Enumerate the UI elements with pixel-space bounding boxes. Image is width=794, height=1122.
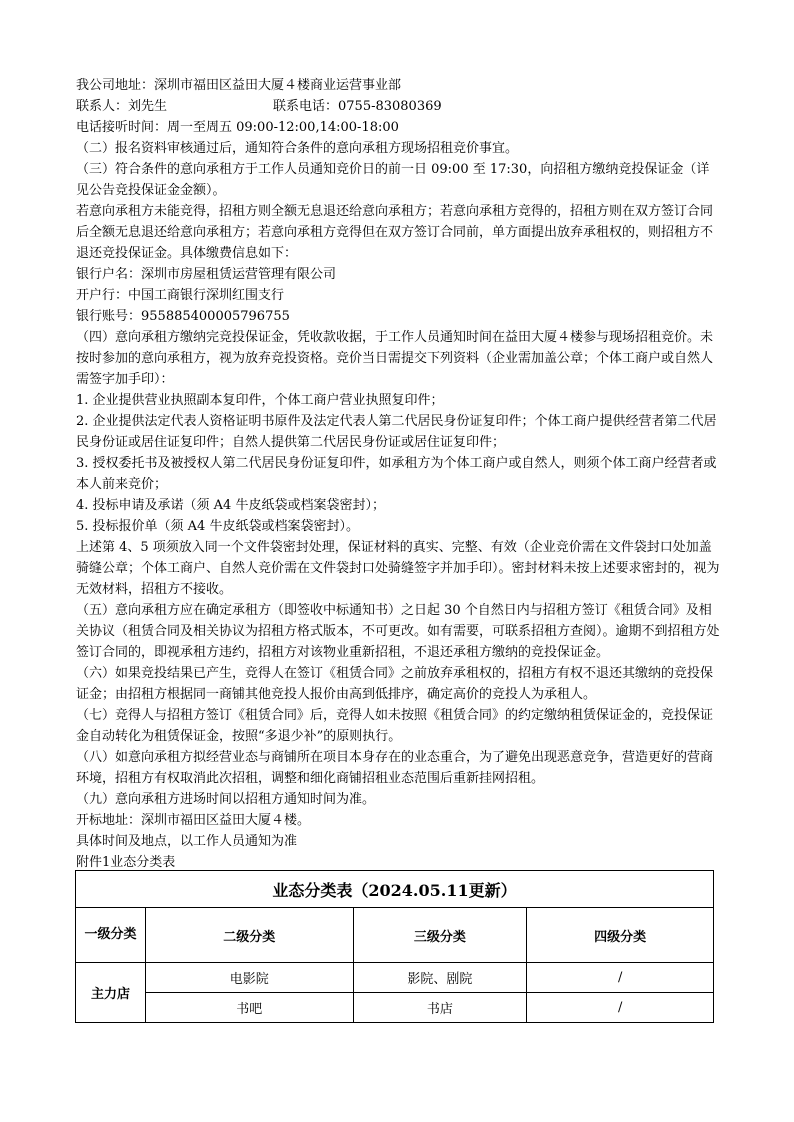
category-anchor-store: 主力店 bbox=[76, 963, 146, 1023]
time-place-note: 具体时间及地点，以工作人员通知为准 bbox=[76, 834, 298, 849]
clause-8: （八）如意向承租方拟经营业态与商铺所在项目本身存在的业态重合，为了避免出现恶意竞争，营造更好的营商环境，招租方有权取消此次招租，调整和细化商铺招租业态范围后重新挂网招租。 bbox=[76, 750, 714, 786]
doc-item-1: 1. 企业提供营业执照副本复印件，个体工商户营业执照复印件； bbox=[76, 393, 444, 408]
clause-4-seal: 上述第 4、5 项须放入同一个文件袋密封处理，保证材料的真实、完整、有效（企业竞价需在文件袋封口处加盖骑缝公章；个体工商户、自然人竞价需在文件袋封口处骑缝签字并加手印）。密封材料未按上述要求密封的，视为无效材料，招租方不接收。 bbox=[76, 540, 720, 597]
attachment-label: 附件1业态分类表 bbox=[76, 855, 176, 870]
cell-level-3: 影院、剧院 bbox=[353, 963, 527, 993]
clause-6: （六）如果竞投结果已产生，竞得人在签订《租赁合同》之前放弃承租权的，招租方有权不退还其缴纳的竞投保证金；由招租方根据同一商铺其他竞投人报价由高到低排序，确定高价的竞投人为承租人。 bbox=[76, 666, 714, 702]
cell-level-3: 书店 bbox=[353, 993, 527, 1023]
doc-item-5: 5. 投标报价单（须 A4 牛皮纸袋或档案袋密封）。 bbox=[76, 519, 359, 534]
notice-body bbox=[76, 75, 722, 873]
clause-2: （二）报名资料审核通过后，通知符合条件的意向承租方现场招租竞价事宜。 bbox=[76, 141, 519, 156]
contact-person: 联系人：刘先生 bbox=[76, 99, 168, 114]
table-row bbox=[76, 963, 714, 993]
contact-phone: 联系电话：0755-83080369 bbox=[273, 99, 442, 114]
clause-3: （三）符合条件的意向承租方于工作人员通知竞价日的前一日 09:00 至 17:30，向招租方缴纳竞投保证金（详见公告竞投保证金金额）。 bbox=[76, 162, 710, 198]
clause-9: （九）意向承租方进场时间以招租方通知时间为准。 bbox=[76, 792, 376, 807]
doc-item-2: 2. 企业提供法定代表人资格证明书原件及法定代表人第二代居民身份证复印件；个体工商户提供经营者第二代居民身份证或居住证复印件；自然人提供第二代居民身份证或居住证复印件； bbox=[76, 414, 717, 450]
header-level-2: 二级分类 bbox=[145, 908, 353, 963]
table-row bbox=[76, 993, 714, 1023]
cell-level-4: / bbox=[527, 993, 714, 1023]
header-level-1: 一级分类 bbox=[76, 908, 146, 963]
bank-name: 银行户名：深圳市房屋租赁运营管理有限公司 bbox=[76, 267, 337, 282]
bank-account: 银行账号：955885400005796755 bbox=[76, 309, 290, 324]
clause-4: （四）意向承租方缴纳完竞投保证金，凭收款收据，于工作人员通知时间在益田大厦４楼参与现场招租竞价。未按时参加的意向承租方，视为放弃竞投资格。竞价当日需提交下列资料（企业需加盖公章；个体工商户或自然人需签字加手印）： bbox=[76, 330, 714, 387]
phone-hours: 电话接听时间：周一至周五 09:00-12:00,14:00-18:00 bbox=[76, 120, 399, 135]
bank-branch: 开户行：中国工商银行深圳红围支行 bbox=[76, 288, 285, 303]
contact-row bbox=[76, 96, 722, 117]
doc-item-4: 4. 投标申请及承诺（须 A4 牛皮纸袋或档案袋密封）； bbox=[76, 498, 385, 513]
business-category-table bbox=[75, 870, 714, 1023]
clause-7: （七）竞得人与招租方签订《租赁合同》后，竞得人如未按照《租赁合同》的约定缴纳租赁保证金的，竞投保证金自动转化为租赁保证金，按照“多退少补”的原则执行。 bbox=[76, 708, 714, 744]
cell-level-4: / bbox=[527, 963, 714, 993]
header-level-3: 三级分类 bbox=[353, 908, 527, 963]
clause-5: （五）意向承租方应在确定承租方（即签收中标通知书）之日起 30 个自然日内与招租方签订《租赁合同》及相关协议（租赁合同及相关协议为招租方格式版本，不可更改。如有需要，可联系招租方查阅）。逾期不到招租方处签订合同的，即视承租方违约，招租方对该物业重新招租，不退还承租方缴纳的竞投保证金。 bbox=[76, 603, 720, 660]
address-line: 我公司地址：深圳市福田区益田大厦４楼商业运营事业部 bbox=[76, 78, 402, 93]
cell-level-2: 电影院 bbox=[145, 963, 353, 993]
table-title: 业态分类表（2024.05.11更新） bbox=[76, 871, 714, 908]
clause-3-refund: 若意向承租方未能竞得，招租方则全额无息退还给意向承租方；若意向承租方竞得的，招租方则在双方签订合同后全额无息退还给意向承租方；若意向承租方竞得但在双方签订合同前，单方面提出放弃承租权的，则招租方不退还竞投保证金。具体缴费信息如下： bbox=[76, 204, 714, 261]
table-header-row bbox=[76, 908, 714, 963]
cell-level-2: 书吧 bbox=[145, 993, 353, 1023]
header-level-4: 四级分类 bbox=[527, 908, 714, 963]
doc-item-3: 3. 授权委托书及被授权人第二代居民身份证复印件，如承租方为个体工商户或自然人，则须个体工商户经营者或本人前来竞价； bbox=[76, 456, 717, 492]
venue-address: 开标地址：深圳市福田区益田大厦４楼。 bbox=[76, 813, 311, 828]
